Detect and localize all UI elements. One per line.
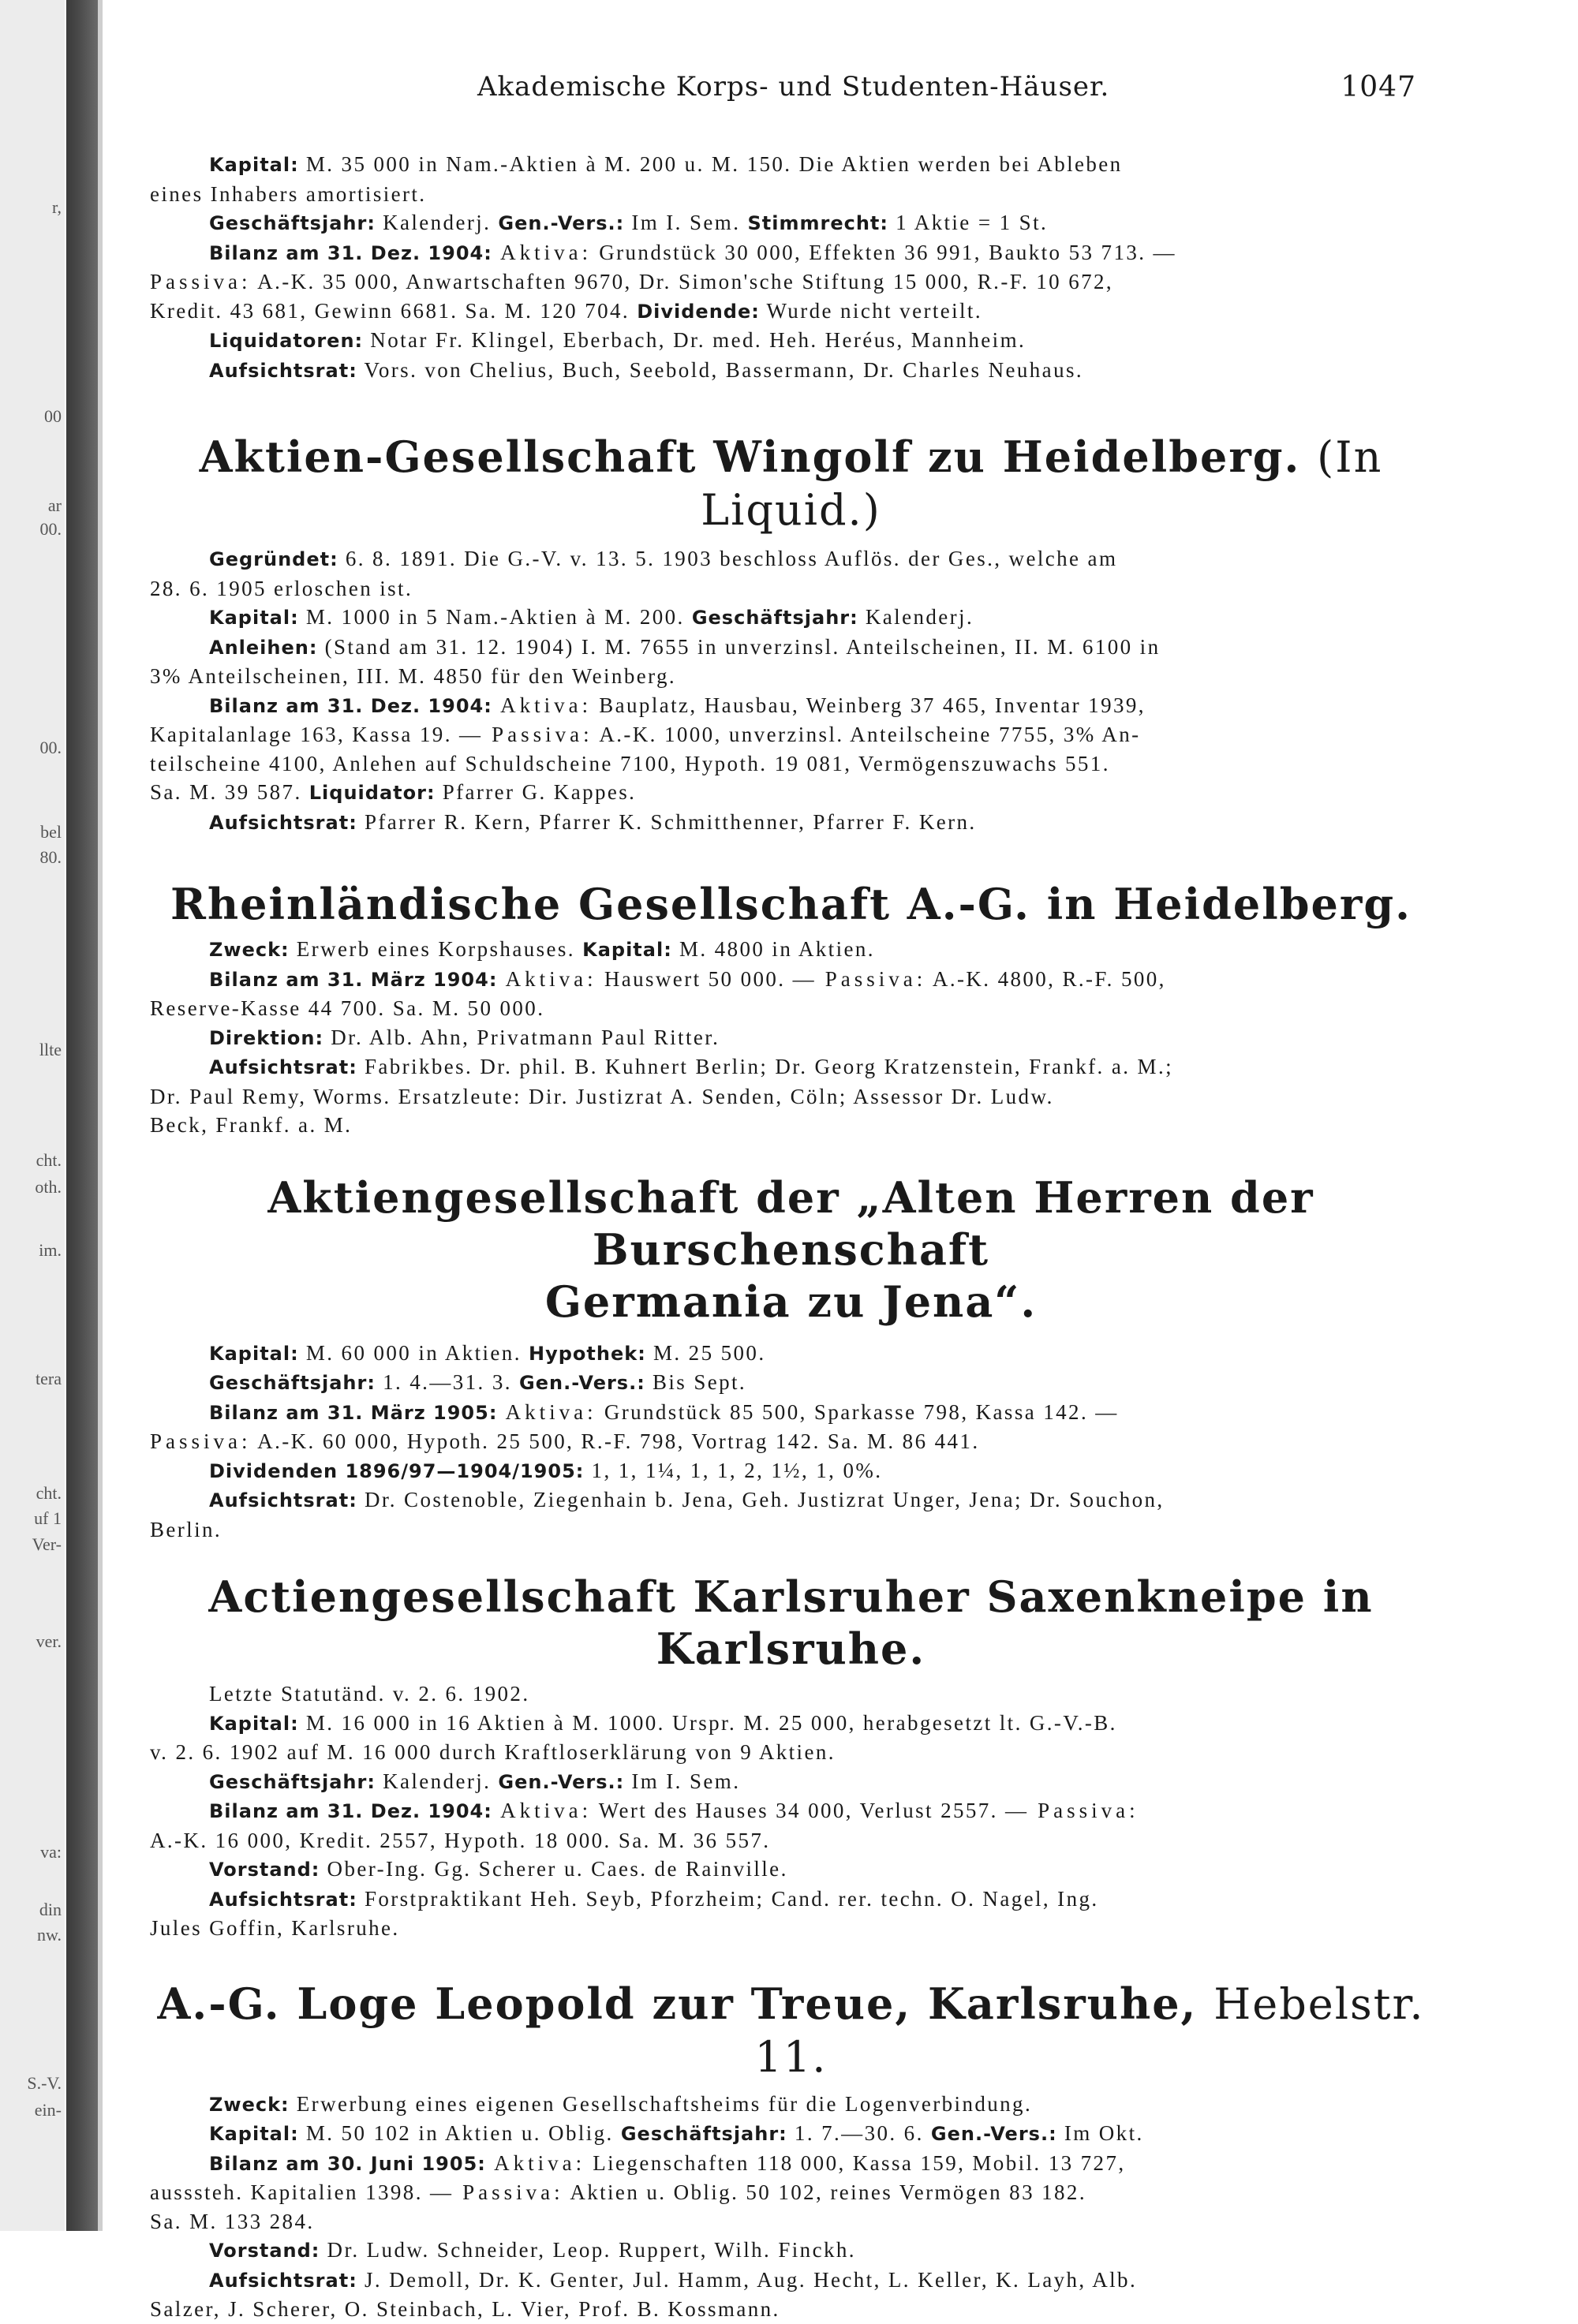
text-line: Aufsichtsrat: Fabrikbes. Dr. phil. B. Kuhnert Berlin; Dr. Georg Kratzenstein, Frankf. a. M.;	[209, 1055, 1174, 1078]
text-line: Kapital: M. 50 102 in Aktien u. Oblig. Geschäftsjahr: 1. 7.—30. 6. Gen.-Vers.: Im Okt.	[209, 2121, 1144, 2145]
text-line: Kapital: M. 16 000 in 16 Aktien à M. 1000. Urspr. M. 25 000, herabgesetzt lt. G.-V.-B.	[209, 1710, 1117, 1735]
text-line: Berlin.	[150, 1517, 222, 1541]
adjacent-page-strip	[0, 0, 65, 2231]
text-line: Zweck: Erwerb eines Korpshauses. Kapital: M. 4800 in Aktien.	[209, 937, 875, 961]
text-line: Bilanz am 31. März 1904: Aktiva: Hauswert 50 000. — Passiva: A.-K. 4800, R.-F. 500,	[209, 966, 1166, 991]
entry-loge-leopold	[150, 1978, 1432, 2324]
adjacent-page-fragment: llte	[39, 1040, 62, 1059]
text-line: Bilanz am 31. Dez. 1904: Aktiva: Grundstück 30 000, Effekten 36 991, Baukto 53 713. —	[209, 240, 1176, 264]
entry-heading: A.-G. Loge Leopold zur Treue, Karlsruhe, Hebelstr. 11.	[157, 1978, 1425, 2082]
text-line: Kapital: M. 60 000 in Aktien. Hypothek: M. 25 500.	[209, 1340, 766, 1365]
text-line: Liquidatoren: Notar Fr. Klingel, Eberbach, Dr. med. Heh. Heréus, Mannheim.	[209, 328, 1026, 352]
page-edge	[98, 0, 103, 2231]
adjacent-page-fragment: va:	[40, 1842, 62, 1862]
running-head-title: Akademische Korps- und Studenten-Häuser.	[477, 71, 1110, 103]
adjacent-page-fragment: oth.	[35, 1177, 62, 1197]
adjacent-page-fragment: uf 1	[34, 1508, 62, 1528]
text-line: Geschäftsjahr: Kalenderj. Gen.-Vers.: Im I. Sem. Stimmrecht: 1 Aktie = 1 St.	[209, 211, 1049, 234]
page-number: 1047	[1341, 71, 1416, 103]
adjacent-page-fragment: ar	[47, 495, 62, 515]
entry-continued	[150, 150, 1432, 385]
adjacent-page-fragment: tera	[36, 1369, 62, 1388]
book-gutter	[66, 0, 98, 2231]
entry-heading: Aktien-Gesellschaft Wingolf zu Heidelberg. (In Liquid.)	[199, 432, 1383, 535]
entry-heading: Actiengesellschaft Karlsruher Saxenkneipe in Karlsruhe.	[208, 1571, 1374, 1674]
adjacent-page-fragment: S.-V.	[27, 2073, 62, 2093]
adjacent-page-fragment: ver.	[36, 1631, 62, 1651]
adjacent-page-fragment: cht.	[36, 1150, 62, 1170]
adjacent-page-fragment: 00.	[39, 738, 62, 757]
text-line: 3% Anteilscheinen, III. M. 4850 für den Weinberg.	[150, 664, 677, 688]
text-line: Bilanz am 31. März 1905: Aktiva: Grundstück 85 500, Sparkasse 798, Kassa 142. —	[209, 1399, 1119, 1424]
adjacent-page-fragment: 00	[44, 406, 62, 426]
text-line: Kapitalanlage 163, Kassa 19. — Passiva: A.-K. 1000, unverzinsl. Anteilscheine 7755, 3% An-	[150, 723, 1141, 746]
text-line: Aufsichtsrat: J. Demoll, Dr. K. Genter, Jul. Hamm, Aug. Hecht, L. Keller, K. Layh, Alb.	[209, 2267, 1138, 2292]
entry-germania-jena	[150, 1171, 1432, 1545]
text-line: Passiva: A.-K. 60 000, Hypoth. 25 500, R.-F. 798, Vortrag 142. Sa. M. 86 441.	[150, 1429, 980, 1453]
entry-rheinlaendische	[150, 878, 1432, 1140]
adjacent-page-fragment: ein-	[34, 2100, 62, 2120]
document-page	[150, 47, 1432, 2324]
text-line: Kredit. 43 681, Gewinn 6681. Sa. M. 120 704. Dividende: Wurde nicht verteilt.	[150, 298, 982, 323]
text-line: Aufsichtsrat: Vors. von Chelius, Buch, Seebold, Bassermann, Dr. Charles Neuhaus.	[209, 357, 1084, 382]
text-line: Gegründet: 6. 8. 1891. Die G.-V. v. 13. 5. 1903 beschloss Auflös. der Ges., welche am	[209, 547, 1118, 570]
text-line: Kapital: M. 35 000 in Nam.-Aktien à M. 200 u. M. 150. Die Aktien werden bei Ableben	[209, 152, 1123, 176]
text-line: Passiva: A.-K. 35 000, Anwartschaften 9670, Dr. Simon'sche Stiftung 15 000, R.-F. 10 672,	[150, 270, 1114, 293]
adjacent-page-fragment: din	[39, 1900, 62, 1919]
text-line: Aufsichtsrat: Pfarrer R. Kern, Pfarrer K. Schmitthenner, Pfarrer F. Kern.	[209, 809, 977, 834]
text-line: Sa. M. 133 284.	[150, 2209, 315, 2233]
running-head	[150, 47, 1432, 103]
text-line: teilscheine 4100, Anlehen auf Schuldscheine 7100, Hypoth. 19 081, Vermögenszuwachs 551.	[150, 751, 1110, 775]
text-line: Dr. Paul Remy, Worms. Ersatzleute: Dir. Justizrat A. Senden, Cöln; Assessor Dr. Ludw.	[150, 1084, 1054, 1108]
entry-wingolf	[150, 431, 1432, 837]
adjacent-page-fragment: bel	[40, 822, 62, 842]
text-line: A.-K. 16 000, Kredit. 2557, Hypoth. 18 000. Sa. M. 36 557.	[150, 1828, 771, 1852]
text-line: Aufsichtsrat: Forstpraktikant Heh. Seyb, Pforzheim; Cand. rer. techn. O. Nagel, Ing.	[209, 1886, 1099, 1911]
entry-heading: Rheinländische Gesellschaft A.-G. in Heidelberg.	[170, 879, 1412, 929]
entry-heading: Germania zu Jena“.	[544, 1276, 1038, 1327]
text-line: Letzte Statutänd. v. 2. 6. 1902.	[209, 1682, 530, 1706]
text-line: Aufsichtsrat: Dr. Costenoble, Ziegenhain b. Jena, Geh. Justizrat Unger, Jena; Dr. Souchon,	[209, 1488, 1165, 1511]
entry-saxenkneipe	[150, 1571, 1432, 1943]
text-line: Jules Goffin, Karlsruhe.	[150, 1916, 400, 1940]
adjacent-page-fragment: 80.	[39, 847, 62, 867]
adjacent-page-fragment: 00.	[39, 519, 62, 539]
adjacent-page-fragment: cht.	[36, 1483, 62, 1503]
text-line: Salzer, J. Scherer, O. Steinbach, L. Vier, Prof. B. Kossmann.	[150, 2297, 780, 2321]
text-line: Direktion: Dr. Alb. Ahn, Privatmann Paul Ritter.	[209, 1025, 720, 1049]
text-line: Anleihen: (Stand am 31. 12. 1904) I. M. 7655 in unverzinsl. Anteilscheinen, II. M. 6100 in	[209, 634, 1161, 659]
adjacent-page-fragment: Ver-	[32, 1534, 62, 1554]
text-line: Bilanz am 30. Juni 1905: Aktiva: Liegenschaften 118 000, Kassa 159, Mobil. 13 727,	[209, 2150, 1126, 2175]
text-line: Zweck: Erwerbung eines eigenen Gesellschaftsheims für die Logenverbindung.	[209, 2091, 1033, 2116]
text-line: Beck, Frankf. a. M.	[150, 1113, 353, 1137]
text-line: Vorstand: Dr. Ludw. Schneider, Leop. Ruppert, Wilh. Finckh.	[209, 2238, 856, 2262]
text-line: Kapital: M. 1000 in 5 Nam.-Aktien à M. 200. Geschäftsjahr: Kalenderj.	[209, 605, 974, 629]
text-line: eines Inhabers amortisiert.	[150, 181, 427, 206]
text-line: Geschäftsjahr: 1. 4.—31. 3. Gen.-Vers.: Bis Sept.	[209, 1370, 747, 1394]
adjacent-page-fragment: r,	[52, 197, 62, 217]
text-line: Bilanz am 31. Dez. 1904: Aktiva: Bauplatz, Hausbau, Weinberg 37 465, Inventar 1939,	[209, 693, 1146, 717]
text-line: Dividenden 1896/97—1904/1905: 1, 1, 1¼, 1, 1, 2, 1½, 1, 0%.	[209, 1458, 883, 1482]
entry-heading: Aktiengesellschaft der „Alten Herren der Burschenschaft	[267, 1171, 1314, 1275]
text-line: Geschäftsjahr: Kalenderj. Gen.-Vers.: Im I. Sem.	[209, 1769, 741, 1793]
text-line: Vorstand: Ober-Ing. Gg. Scherer u. Caes. de Rainville.	[209, 1857, 788, 1881]
text-line: ausssteh. Kapitalien 1398. — Passiva: Aktien u. Oblig. 50 102, reines Vermögen 83 182.	[150, 2180, 1086, 2204]
adjacent-page-fragment: im.	[39, 1240, 62, 1260]
text-line: 28. 6. 1905 erloschen ist.	[150, 576, 413, 600]
text-line: Sa. M. 39 587. Liquidator: Pfarrer G. Kappes.	[150, 780, 637, 804]
text-line: Reserve-Kasse 44 700. Sa. M. 50 000.	[150, 996, 545, 1020]
text-line: v. 2. 6. 1902 auf M. 16 000 durch Kraftloserklärung von 9 Aktien.	[150, 1740, 836, 1764]
text-line: Bilanz am 31. Dez. 1904: Aktiva: Wert des Hauses 34 000, Verlust 2557. — Passiva:	[209, 1799, 1139, 1822]
adjacent-page-fragment: nw.	[37, 1925, 62, 1945]
